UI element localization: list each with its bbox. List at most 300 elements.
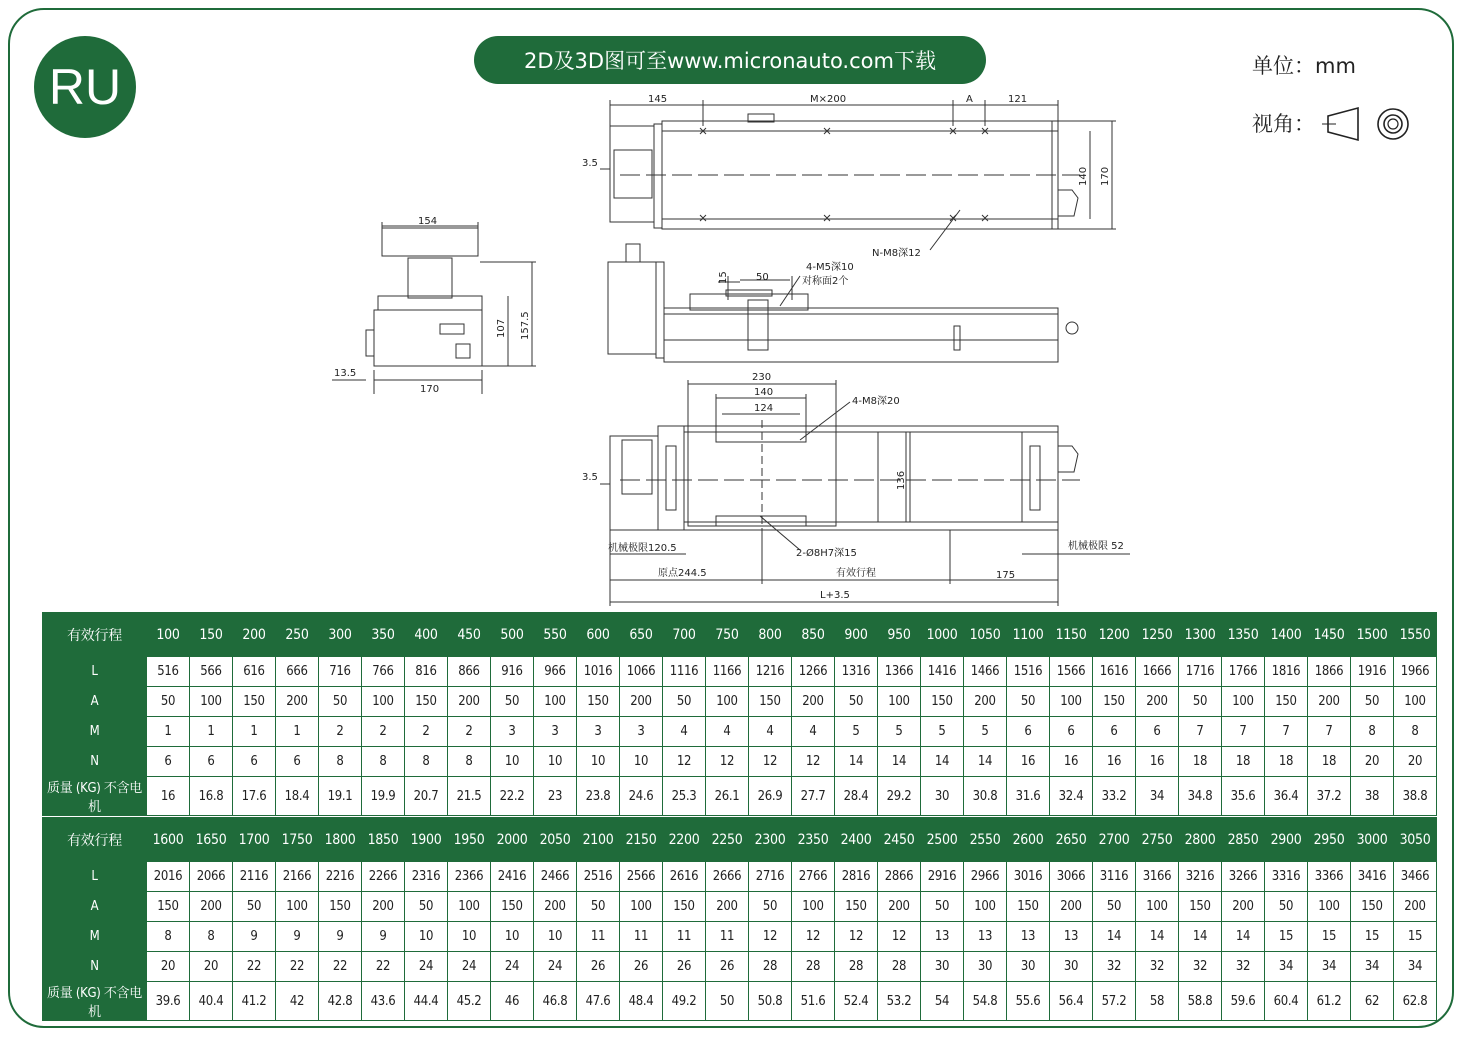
stroke-cell: 2100 — [577, 818, 620, 862]
value-cell: 5 — [835, 717, 878, 747]
value-cell: 35.6 — [1222, 777, 1265, 816]
stroke-cell: 250 — [276, 613, 319, 657]
value-cell: 22 — [319, 952, 362, 982]
spec-table-2 — [42, 817, 1437, 1021]
value-cell: 4 — [706, 717, 749, 747]
value-cell: 32 — [1222, 952, 1265, 982]
row-label: N — [43, 952, 147, 982]
value-cell: 12 — [792, 747, 835, 777]
value-cell: 50 — [319, 687, 362, 717]
label-stroke: 有效行程 — [836, 568, 876, 579]
table-row — [43, 747, 1437, 777]
value-cell: 32 — [1093, 952, 1136, 982]
stroke-cell: 200 — [233, 613, 276, 657]
stroke-cell: 2700 — [1093, 818, 1136, 862]
value-cell: 100 — [792, 892, 835, 922]
value-cell: 6 — [1093, 717, 1136, 747]
value-cell: 2016 — [147, 862, 190, 892]
stroke-cell: 2500 — [921, 818, 964, 862]
value-cell: 14 — [1136, 922, 1179, 952]
value-cell: 150 — [577, 687, 620, 717]
value-cell: 20.7 — [405, 777, 448, 816]
value-cell: 50.8 — [749, 982, 792, 1021]
value-cell: 6 — [190, 747, 233, 777]
value-cell: 48.4 — [620, 982, 663, 1021]
stroke-cell: 650 — [620, 613, 663, 657]
value-cell: 50 — [706, 982, 749, 1021]
value-cell: 14 — [1093, 922, 1136, 952]
value-cell: 6 — [147, 747, 190, 777]
stroke-cell: 850 — [792, 613, 835, 657]
dim-3-5-top: 3.5 — [582, 158, 598, 169]
value-cell: 22 — [276, 952, 319, 982]
value-cell: 19.9 — [362, 777, 405, 816]
value-cell: 36.4 — [1265, 777, 1308, 816]
dim-3-5-bottom: 3.5 — [582, 472, 598, 483]
stroke-cell: 1850 — [362, 818, 405, 862]
value-cell: 46 — [491, 982, 534, 1021]
value-cell: 27.7 — [792, 777, 835, 816]
value-cell: 2116 — [233, 862, 276, 892]
value-cell: 30 — [1007, 952, 1050, 982]
value-cell: 3 — [534, 717, 577, 747]
dim-124: 124 — [754, 403, 774, 414]
value-cell: 1816 — [1265, 657, 1308, 687]
value-cell: 2666 — [706, 862, 749, 892]
value-cell: 32 — [1136, 952, 1179, 982]
dim-170-bottom: 170 — [420, 384, 440, 395]
value-cell: 50 — [1351, 687, 1394, 717]
value-cell: 2866 — [878, 862, 921, 892]
value-cell: 100 — [1136, 892, 1179, 922]
dim-121: 121 — [1008, 94, 1028, 105]
dim-230: 230 — [752, 372, 772, 383]
value-cell: 1666 — [1136, 657, 1179, 687]
dim-154: 154 — [418, 216, 438, 227]
stroke-cell: 2750 — [1136, 818, 1179, 862]
stroke-cell: 450 — [448, 613, 491, 657]
value-cell: 2 — [319, 717, 362, 747]
value-cell: 12 — [663, 747, 706, 777]
value-cell: 3066 — [1050, 862, 1093, 892]
value-cell: 42.8 — [319, 982, 362, 1021]
table-row — [43, 952, 1437, 982]
row-label: L — [43, 862, 147, 892]
value-cell: 3166 — [1136, 862, 1179, 892]
value-cell: 200 — [792, 687, 835, 717]
value-cell: 18 — [1265, 747, 1308, 777]
stroke-cell: 700 — [663, 613, 706, 657]
value-cell: 150 — [921, 687, 964, 717]
value-cell: 12 — [706, 747, 749, 777]
value-cell: 50 — [147, 687, 190, 717]
value-cell: 56.4 — [1050, 982, 1093, 1021]
value-cell: 57.2 — [1093, 982, 1136, 1021]
header-label: 有效行程 — [43, 818, 147, 862]
stroke-cell: 800 — [749, 613, 792, 657]
label-origin: 原点244.5 — [658, 568, 707, 579]
value-cell: 2066 — [190, 862, 233, 892]
value-cell: 11 — [663, 922, 706, 952]
value-cell: 100 — [706, 687, 749, 717]
value-cell: 38 — [1351, 777, 1394, 816]
value-cell: 150 — [1007, 892, 1050, 922]
value-cell: 150 — [319, 892, 362, 922]
value-cell: 5 — [878, 717, 921, 747]
value-cell: 2216 — [319, 862, 362, 892]
value-cell: 150 — [1265, 687, 1308, 717]
value-cell: 47.6 — [577, 982, 620, 1021]
stroke-cell: 150 — [190, 613, 233, 657]
table-header-row — [43, 613, 1437, 657]
value-cell: 1016 — [577, 657, 620, 687]
stroke-cell: 1300 — [1179, 613, 1222, 657]
value-cell: 200 — [190, 892, 233, 922]
value-cell: 16.8 — [190, 777, 233, 816]
stroke-cell: 2200 — [663, 818, 706, 862]
value-cell: 966 — [534, 657, 577, 687]
value-cell: 19.1 — [319, 777, 362, 816]
value-cell: 3316 — [1265, 862, 1308, 892]
value-cell: 10 — [620, 747, 663, 777]
value-cell: 4 — [663, 717, 706, 747]
value-cell: 200 — [1050, 892, 1093, 922]
value-cell: 15 — [1308, 922, 1351, 952]
value-cell: 150 — [749, 687, 792, 717]
table-row — [43, 862, 1437, 892]
stroke-cell: 2450 — [878, 818, 921, 862]
value-cell: 100 — [362, 687, 405, 717]
value-cell: 50 — [233, 892, 276, 922]
value-cell: 42 — [276, 982, 319, 1021]
value-cell: 3216 — [1179, 862, 1222, 892]
value-cell: 30 — [921, 777, 964, 816]
value-cell: 23.8 — [577, 777, 620, 816]
value-cell: 10 — [448, 922, 491, 952]
stroke-cell: 3000 — [1351, 818, 1394, 862]
table-row — [43, 892, 1437, 922]
value-cell: 62 — [1351, 982, 1394, 1021]
value-cell: 8 — [190, 922, 233, 952]
value-cell: 14 — [878, 747, 921, 777]
value-cell: 4 — [749, 717, 792, 747]
value-cell: 1366 — [878, 657, 921, 687]
value-cell: 22 — [362, 952, 405, 982]
value-cell: 200 — [620, 687, 663, 717]
value-cell: 2 — [405, 717, 448, 747]
value-cell: 23 — [534, 777, 577, 816]
value-cell: 200 — [706, 892, 749, 922]
value-cell: 1466 — [964, 657, 1007, 687]
value-cell: 26.9 — [749, 777, 792, 816]
value-cell: 13 — [1007, 922, 1050, 952]
value-cell: 14 — [1222, 922, 1265, 952]
value-cell: 1416 — [921, 657, 964, 687]
value-cell: 26.1 — [706, 777, 749, 816]
row-label: L — [43, 657, 147, 687]
stroke-cell: 1250 — [1136, 613, 1179, 657]
value-cell: 3366 — [1308, 862, 1351, 892]
dim-13-5: 13.5 — [334, 368, 357, 379]
value-cell: 3416 — [1351, 862, 1394, 892]
stroke-cell: 2600 — [1007, 818, 1050, 862]
stroke-cell: 1350 — [1222, 613, 1265, 657]
value-cell: 26 — [706, 952, 749, 982]
unit-label: 单位：mm — [1252, 54, 1356, 78]
value-cell: 15 — [1265, 922, 1308, 952]
value-cell: 50 — [1093, 892, 1136, 922]
value-cell: 7 — [1265, 717, 1308, 747]
label-m8: 4-M8深20 — [852, 396, 900, 407]
value-cell: 100 — [448, 892, 491, 922]
value-cell: 28 — [835, 952, 878, 982]
dim-15: 15 — [718, 271, 729, 284]
value-cell: 816 — [405, 657, 448, 687]
value-cell: 100 — [964, 892, 1007, 922]
stroke-cell: 1450 — [1308, 613, 1351, 657]
value-cell: 54.8 — [964, 982, 1007, 1021]
value-cell: 200 — [1222, 892, 1265, 922]
value-cell: 150 — [147, 892, 190, 922]
value-cell: 7 — [1179, 717, 1222, 747]
value-cell: 32 — [1179, 952, 1222, 982]
value-cell: 32.4 — [1050, 777, 1093, 816]
value-cell: 916 — [491, 657, 534, 687]
row-label: A — [43, 892, 147, 922]
value-cell: 100 — [1050, 687, 1093, 717]
value-cell: 2716 — [749, 862, 792, 892]
value-cell: 150 — [405, 687, 448, 717]
download-banner[interactable]: 2D及3D图可至www.micronauto.com下载 — [474, 36, 986, 84]
value-cell: 200 — [1308, 687, 1351, 717]
value-cell: 2 — [448, 717, 491, 747]
stroke-cell: 1750 — [276, 818, 319, 862]
stroke-cell: 900 — [835, 613, 878, 657]
value-cell: 616 — [233, 657, 276, 687]
value-cell: 1716 — [1179, 657, 1222, 687]
value-cell: 766 — [362, 657, 405, 687]
value-cell: 150 — [233, 687, 276, 717]
value-cell: 2916 — [921, 862, 964, 892]
value-cell: 2316 — [405, 862, 448, 892]
table-row — [43, 687, 1437, 717]
value-cell: 45.2 — [448, 982, 491, 1021]
stroke-cell: 3050 — [1394, 818, 1437, 862]
value-cell: 150 — [1351, 892, 1394, 922]
view-angle-label: 视角： — [1252, 112, 1315, 136]
stroke-cell: 1650 — [190, 818, 233, 862]
stroke-cell: 2800 — [1179, 818, 1222, 862]
value-cell: 34 — [1351, 952, 1394, 982]
value-cell: 31.6 — [1007, 777, 1050, 816]
dim-170-right: 170 — [1100, 166, 1111, 186]
value-cell: 50 — [835, 687, 878, 717]
value-cell: 62.8 — [1394, 982, 1437, 1021]
value-cell: 8 — [319, 747, 362, 777]
value-cell: 2816 — [835, 862, 878, 892]
stroke-cell: 350 — [362, 613, 405, 657]
value-cell: 7 — [1308, 717, 1351, 747]
value-cell: 50 — [663, 687, 706, 717]
label-n-m8: N-M8深12 — [872, 248, 921, 259]
stroke-cell: 400 — [405, 613, 448, 657]
stroke-cell: 2250 — [706, 818, 749, 862]
value-cell: 8 — [1394, 717, 1437, 747]
value-cell: 20 — [190, 952, 233, 982]
value-cell: 3116 — [1093, 862, 1136, 892]
value-cell: 200 — [362, 892, 405, 922]
table-row — [43, 982, 1437, 1021]
value-cell: 15 — [1351, 922, 1394, 952]
value-cell: 200 — [964, 687, 1007, 717]
value-cell: 2166 — [276, 862, 319, 892]
value-cell: 1966 — [1394, 657, 1437, 687]
stroke-cell: 1900 — [405, 818, 448, 862]
value-cell: 39.6 — [147, 982, 190, 1021]
stroke-cell: 1000 — [921, 613, 964, 657]
stroke-cell: 1550 — [1394, 613, 1437, 657]
value-cell: 1766 — [1222, 657, 1265, 687]
value-cell: 2766 — [792, 862, 835, 892]
table-row — [43, 777, 1437, 816]
value-cell: 25.3 — [663, 777, 706, 816]
value-cell: 1216 — [749, 657, 792, 687]
value-cell: 8 — [147, 922, 190, 952]
value-cell: 34 — [1308, 952, 1351, 982]
value-cell: 50 — [749, 892, 792, 922]
row-label: 质量 (KG) 不含电机 — [43, 777, 147, 816]
value-cell: 14 — [964, 747, 1007, 777]
value-cell: 10 — [577, 747, 620, 777]
stroke-cell: 1150 — [1050, 613, 1093, 657]
value-cell: 200 — [878, 892, 921, 922]
value-cell: 9 — [276, 922, 319, 952]
value-cell: 100 — [534, 687, 577, 717]
value-cell: 1 — [190, 717, 233, 747]
table-row — [43, 717, 1437, 747]
stroke-cell: 2950 — [1308, 818, 1351, 862]
value-cell: 14 — [1179, 922, 1222, 952]
stroke-cell: 1400 — [1265, 613, 1308, 657]
value-cell: 8 — [405, 747, 448, 777]
value-cell: 22.2 — [491, 777, 534, 816]
value-cell: 30 — [964, 952, 1007, 982]
value-cell: 51.6 — [792, 982, 835, 1021]
stroke-cell: 550 — [534, 613, 577, 657]
value-cell: 60.4 — [1265, 982, 1308, 1021]
value-cell: 1 — [233, 717, 276, 747]
row-label: A — [43, 687, 147, 717]
value-cell: 10 — [534, 747, 577, 777]
value-cell: 716 — [319, 657, 362, 687]
value-cell: 21.5 — [448, 777, 491, 816]
value-cell: 2966 — [964, 862, 1007, 892]
value-cell: 12 — [835, 922, 878, 952]
stroke-cell: 600 — [577, 613, 620, 657]
table-row — [43, 922, 1437, 952]
stroke-cell: 1200 — [1093, 613, 1136, 657]
value-cell: 100 — [620, 892, 663, 922]
value-cell: 100 — [276, 892, 319, 922]
value-cell: 26 — [620, 952, 663, 982]
dim-140: 140 — [1078, 166, 1089, 186]
value-cell: 200 — [1136, 687, 1179, 717]
value-cell: 28 — [792, 952, 835, 982]
value-cell: 10 — [491, 922, 534, 952]
value-cell: 150 — [1179, 892, 1222, 922]
value-cell: 13 — [964, 922, 1007, 952]
value-cell: 1566 — [1050, 657, 1093, 687]
value-cell: 20 — [1351, 747, 1394, 777]
value-cell: 6 — [1050, 717, 1093, 747]
value-cell: 34.8 — [1179, 777, 1222, 816]
dim-157-5: 157.5 — [520, 311, 531, 340]
value-cell: 3 — [491, 717, 534, 747]
label-pin-hole: 2-Ø8H7深15 — [796, 548, 857, 559]
value-cell: 61.2 — [1308, 982, 1351, 1021]
value-cell: 2 — [362, 717, 405, 747]
value-cell: 4 — [792, 717, 835, 747]
value-cell: 40.4 — [190, 982, 233, 1021]
dim-140-bottom: 140 — [754, 387, 774, 398]
value-cell: 12 — [749, 747, 792, 777]
value-cell: 866 — [448, 657, 491, 687]
value-cell: 18 — [1222, 747, 1265, 777]
value-cell: 50 — [1179, 687, 1222, 717]
value-cell: 16 — [147, 777, 190, 816]
value-cell: 666 — [276, 657, 319, 687]
value-cell: 100 — [1308, 892, 1351, 922]
value-cell: 13 — [921, 922, 964, 952]
value-cell: 566 — [190, 657, 233, 687]
value-cell: 34 — [1265, 952, 1308, 982]
value-cell: 52.4 — [835, 982, 878, 1021]
value-cell: 24 — [405, 952, 448, 982]
label-symmetric: 对称面2个 — [802, 276, 849, 287]
dim-a: A — [966, 94, 973, 105]
stroke-cell: 500 — [491, 613, 534, 657]
value-cell: 16 — [1136, 747, 1179, 777]
value-cell: 11 — [706, 922, 749, 952]
stroke-cell: 2650 — [1050, 818, 1093, 862]
value-cell: 6 — [233, 747, 276, 777]
value-cell: 50 — [491, 687, 534, 717]
value-cell: 1266 — [792, 657, 835, 687]
stroke-cell: 1950 — [448, 818, 491, 862]
value-cell: 37.2 — [1308, 777, 1351, 816]
value-cell: 200 — [1394, 892, 1437, 922]
value-cell: 5 — [964, 717, 1007, 747]
value-cell: 26 — [663, 952, 706, 982]
stroke-cell: 2900 — [1265, 818, 1308, 862]
stroke-cell: 950 — [878, 613, 921, 657]
value-cell: 14 — [921, 747, 964, 777]
value-cell: 22 — [233, 952, 276, 982]
stroke-cell: 2050 — [534, 818, 577, 862]
value-cell: 28 — [749, 952, 792, 982]
stroke-cell: 2350 — [792, 818, 835, 862]
value-cell: 1 — [147, 717, 190, 747]
value-cell: 3266 — [1222, 862, 1265, 892]
dim-145: 145 — [648, 94, 668, 105]
model-badge: RU — [34, 36, 136, 138]
stroke-cell: 750 — [706, 613, 749, 657]
value-cell: 9 — [362, 922, 405, 952]
table-row — [43, 657, 1437, 687]
value-cell: 11 — [620, 922, 663, 952]
value-cell: 1916 — [1351, 657, 1394, 687]
end-view — [332, 222, 536, 394]
